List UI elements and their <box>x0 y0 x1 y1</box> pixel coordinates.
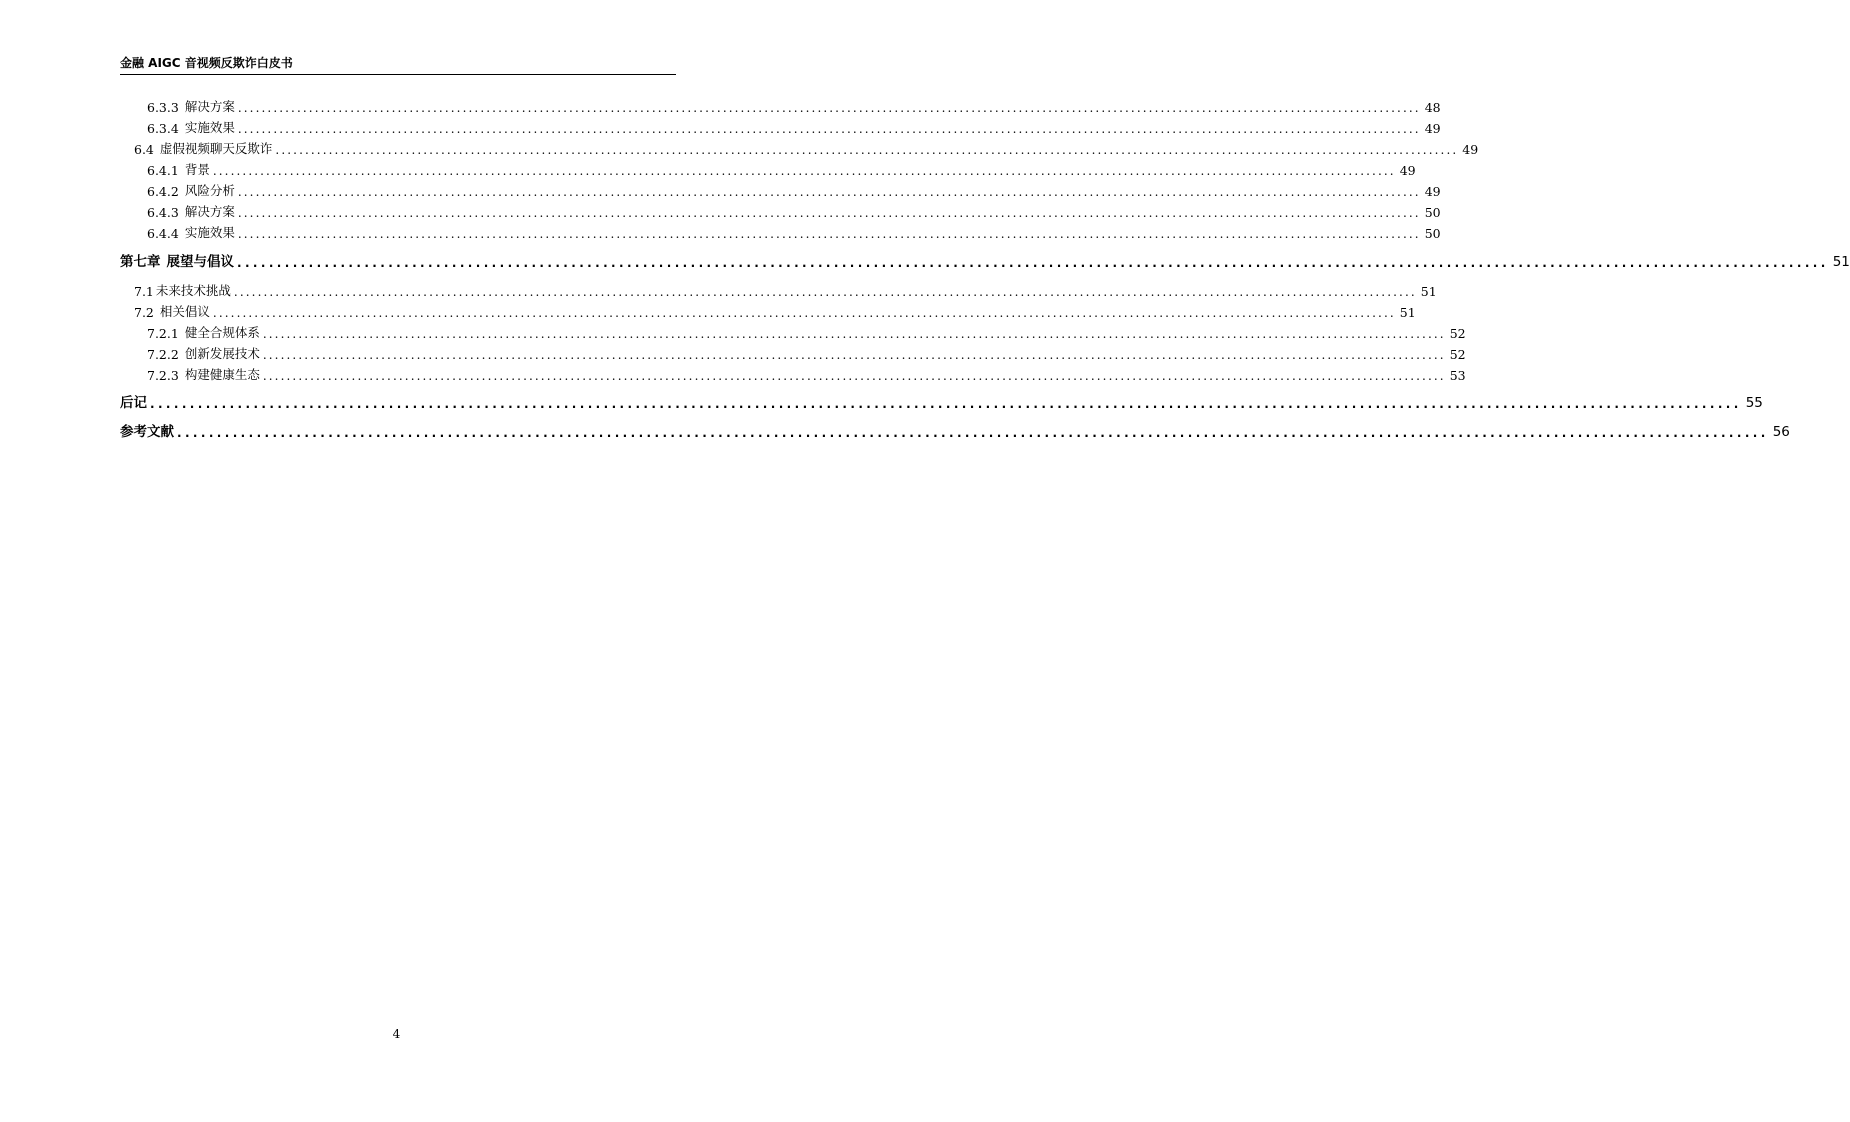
toc-entry-number: 7.2.3 <box>147 368 179 383</box>
toc-entry-page: 49 <box>1424 184 1441 199</box>
toc-entry-page: 50 <box>1424 226 1441 241</box>
toc-entry-6-3-4[interactable] <box>120 116 1441 136</box>
toc-entry-title: 相关倡议 <box>159 304 210 319</box>
toc-chapter-7[interactable] <box>120 250 1850 270</box>
page-header <box>120 56 676 75</box>
toc-entry-6-4-2[interactable] <box>120 179 1441 199</box>
toc-entry-number: 6.3.3 <box>147 100 179 115</box>
dot-leader: ........................................................................................................................................................................................................ <box>237 185 1421 199</box>
toc-entry-title: 背景 <box>184 162 210 177</box>
toc-entry-number: 7.2 <box>134 305 154 320</box>
toc-entry-number: 6.4.4 <box>147 226 179 241</box>
toc-entry-page: 49 <box>1462 142 1479 157</box>
toc-entry-page: 50 <box>1424 205 1441 220</box>
dot-leader: ........................................................................................................................................................................................................ <box>177 426 1769 440</box>
toc-entry-number: 7.1 <box>134 284 154 299</box>
toc-entry-7-2-3[interactable] <box>120 363 1466 383</box>
toc-entry-number: 6.4.2 <box>147 184 179 199</box>
dot-leader: ........................................................................................................................................................................................................ <box>212 164 1396 178</box>
toc-entry-6-4-4[interactable] <box>120 221 1441 241</box>
dot-leader: ........................................................................................................................................................................................................ <box>233 285 1417 299</box>
toc-entry-6-4-3[interactable] <box>120 200 1441 220</box>
dot-leader: ........................................................................................................................................................................................................ <box>275 143 1459 157</box>
toc-entry-page: 51 <box>1420 284 1437 299</box>
dot-leader: ........................................................................................................................................................................................................ <box>262 348 1446 362</box>
toc-entry-7-1[interactable] <box>120 279 1437 299</box>
toc-entry-number: 7.2.1 <box>147 326 179 341</box>
toc-entry-title: 解决方案 <box>184 99 235 114</box>
toc-entry-7-2-1[interactable] <box>120 321 1466 341</box>
toc-entry-title: 创新发展技术 <box>184 346 260 361</box>
toc-entry-6-4[interactable] <box>120 137 1479 157</box>
toc-chapter-title: 展望与倡议 <box>166 254 234 270</box>
toc-entry-title: 健全合规体系 <box>184 325 260 340</box>
toc-entry-7-2-2[interactable] <box>120 342 1466 362</box>
toc-entry-page: 53 <box>1449 368 1466 383</box>
toc-chapter-title: 参考文献 <box>120 424 174 440</box>
document-title: 金融 AIGC 音视频反欺诈白皮书 <box>120 56 293 70</box>
toc-entry-number: 6.4.1 <box>147 163 179 178</box>
toc-entry-page: 48 <box>1424 100 1441 115</box>
toc-entry-title: 解决方案 <box>184 204 235 219</box>
dot-leader: ........................................................................................................................................................................................................ <box>237 227 1421 241</box>
toc-chapter-number: 第七章 <box>120 254 161 270</box>
toc-entry-title: 虚假视频聊天反欺诈 <box>159 141 273 156</box>
toc-entry-6-4-1[interactable] <box>120 158 1416 178</box>
dot-leader: ........................................................................................................................................................................................................ <box>237 101 1421 115</box>
toc-entry-number: 7.2.2 <box>147 347 179 362</box>
toc-entry-title: 风险分析 <box>184 183 235 198</box>
toc-entry-page: 49 <box>1399 163 1416 178</box>
toc-entry-page: 52 <box>1449 347 1466 362</box>
dot-leader: ........................................................................................................................................................................................................ <box>212 306 1396 320</box>
toc-entry-number: 6.3.4 <box>147 121 179 136</box>
toc-entry-page: 52 <box>1449 326 1466 341</box>
toc-entry-title: 实施效果 <box>184 120 235 135</box>
toc-entry-number: 6.4.3 <box>147 205 179 220</box>
toc-afterword[interactable] <box>120 391 1763 411</box>
page-number: 4 <box>392 1027 401 1041</box>
toc-entry-number: 6.4 <box>134 142 154 157</box>
dot-leader: ........................................................................................................................................................................................................ <box>262 369 1446 383</box>
toc-entry-6-3-3[interactable] <box>120 95 1441 115</box>
dot-leader: ........................................................................................................................................................................................................ <box>237 122 1421 136</box>
toc-references[interactable] <box>120 420 1790 440</box>
toc-entry-page: 51 <box>1832 254 1850 270</box>
dot-leader: ........................................................................................................................................................................................................ <box>150 397 1742 411</box>
dot-leader: ........................................................................................................................................................................................................ <box>237 256 1829 270</box>
toc-entry-title: 实施效果 <box>184 225 235 240</box>
dot-leader: ........................................................................................................................................................................................................ <box>262 327 1446 341</box>
toc-entry-7-2[interactable] <box>120 300 1416 320</box>
dot-leader: ........................................................................................................................................................................................................ <box>237 206 1421 220</box>
toc-entry-title: 未来技术挑战 <box>155 283 231 298</box>
toc-entry-page: 56 <box>1772 424 1790 440</box>
toc-entry-page: 55 <box>1745 395 1763 411</box>
toc-entry-page: 51 <box>1399 305 1416 320</box>
toc-chapter-title: 后记 <box>120 395 147 411</box>
toc-entry-title: 构建健康生态 <box>184 367 260 382</box>
toc-entry-page: 49 <box>1424 121 1441 136</box>
